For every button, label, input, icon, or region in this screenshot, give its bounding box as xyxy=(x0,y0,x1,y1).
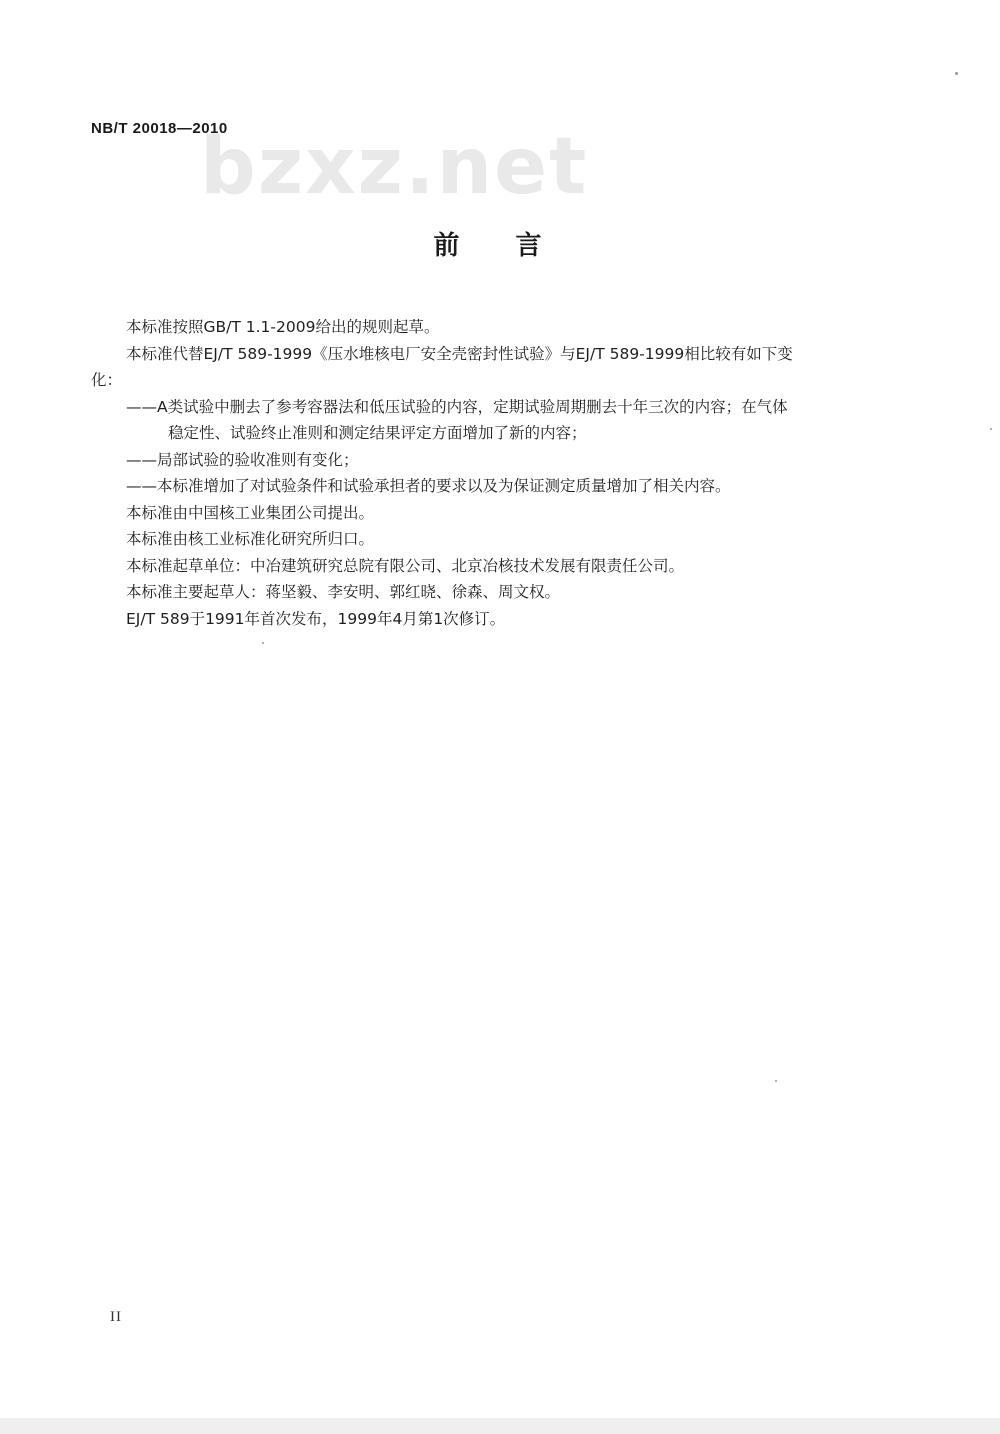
watermark: bzxz.net xyxy=(200,122,589,212)
paragraph-centralized-by: 本标准由核工业标准化研究所归口。 xyxy=(126,530,375,548)
paragraph-drafters: 本标准主要起草人：蒋坚毅、李安明、郭红晓、徐森、周文权。 xyxy=(126,583,561,601)
change-item-1-line2: 稳定性、试验终止准则和测定结果评定方面增加了新的内容； xyxy=(168,424,587,442)
change-item-3: ——本标准增加了对试验条件和试验承担者的要求以及为保证测定质量增加了相关内容。 xyxy=(126,477,731,495)
paragraph-drafting-rules: 本标准按照GB/T 1.1-2009给出的规则起草。 xyxy=(126,318,440,336)
page-title: 前言 xyxy=(433,231,598,261)
scan-speck xyxy=(262,642,264,644)
paragraph-proposer: 本标准由中国核工业集团公司提出。 xyxy=(126,503,375,522)
paragraph-drafting-units: 本标准起草单位：中冶建筑研究总院有限公司、北京冶核技术发展有限责任公司。 xyxy=(126,556,685,575)
paragraph-history: EJ/T 589于1991年首次发布，1999年4月第1次修订。 xyxy=(126,609,506,628)
paragraph-replaces-line2: 化： xyxy=(91,371,123,389)
page-number: II xyxy=(110,1309,122,1325)
paragraph-replaces-line1: 本标准代替EJ/T 589-1999《压水堆核电厂安全壳密封性试验》与EJ/T 589-1999相比较有如下变 xyxy=(126,344,793,363)
scan-speck xyxy=(955,72,958,75)
scan-speck xyxy=(775,1080,777,1082)
change-item-1 xyxy=(91,394,901,447)
change-item-2: ——局部试验的验收准则有变化； xyxy=(126,450,359,469)
page-bottom-edge xyxy=(0,1418,1000,1434)
standard-code: NB/T 20018—2010 xyxy=(91,120,228,137)
foreword-body xyxy=(91,314,901,632)
scan-speck xyxy=(990,428,992,430)
change-item-1-line1: ——A类试验中删去了参考容器法和低压试验的内容，定期试验周期删去十年三次的内容；在气体 xyxy=(126,397,788,416)
